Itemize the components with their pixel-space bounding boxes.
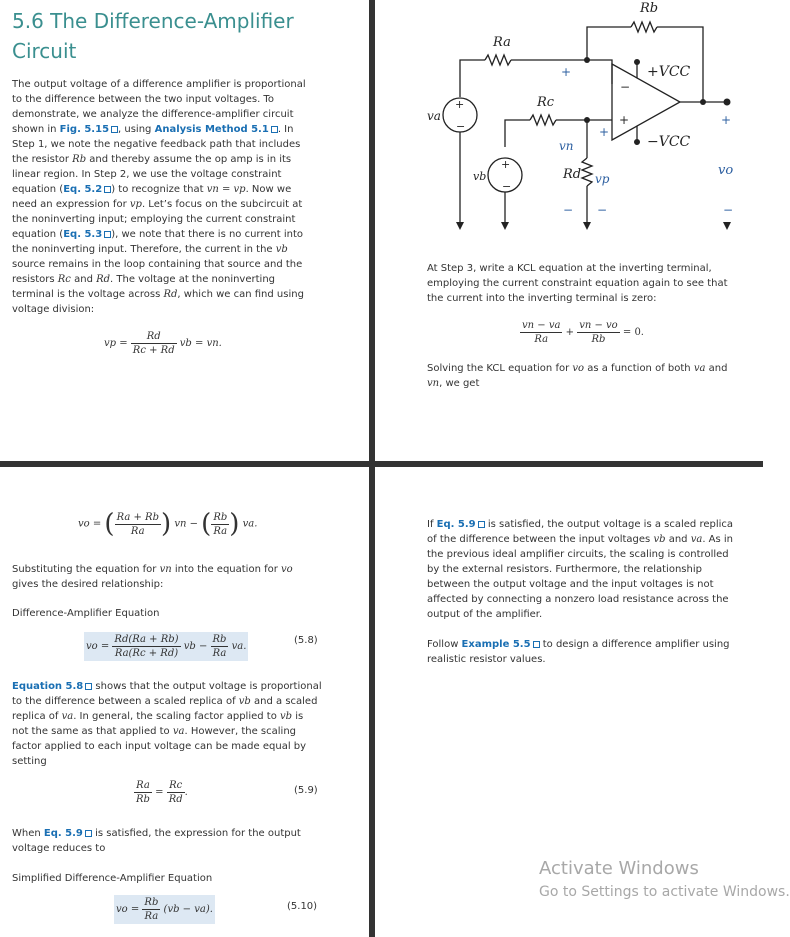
equation-5-8 [84,632,248,661]
eq-5-9-link[interactable]: Eq. 5.9 [437,519,485,530]
eq-5-3-link[interactable]: Eq. 5.3 [63,229,111,240]
math-vo: vo [572,363,585,374]
activate-windows-title: Activate Windows [539,858,699,879]
equation-number-5-10: (5.10) [287,901,318,912]
simplified-equation-label: Simplified Difference-Amplifier Equation [12,873,213,884]
label-plus-vcc: +VCC [647,64,691,80]
intro-text-6: . Now we need an expression for [12,184,292,210]
equation-number-5-8: (5.8) [294,635,318,646]
section-title-line1: 5.6 The Difference-Amplifier [12,9,294,33]
eq-vo-fraction-2: $\frac{Rb}{Ra}$ [213,511,228,537]
label-vb: vb [473,170,487,183]
pane-top-left[interactable] [0,0,369,461]
external-link-icon [85,830,92,837]
eq59-fraction-2: $\frac{Rc}{Rd}$ [168,780,183,805]
kcl-fraction-1: $\frac{vn - va}{Ra}$ [522,320,561,345]
eq510-lhs: vo = [116,904,140,915]
math-vb: vb [275,244,288,255]
opamp-minus: − [620,80,631,94]
eq58-fraction-2: $\frac{Rb}{Ra}$ [212,634,227,659]
intro-paragraph [12,77,312,317]
after-eq58-paragraph: Equation 5.8 shows that the output voltage is proportional to the difference between a scaled replica of vb and a scaled replica of va. In general, the scaling factor applied to vb is not the same as that applied to va. However, the scaling factor applied to each input voltage can be made equal by setting [12,681,322,767]
math-vo: vo [281,564,293,575]
external-link-icon [111,126,118,133]
vo-plus: + [721,113,732,127]
section-title-line2: Circuit [12,39,77,63]
eq510-rhs: (vb − va). [163,904,213,915]
intro-text-12: , which we can find using voltage division: [12,289,304,315]
eq-vo-lhs: vo = [78,518,102,530]
external-link-icon [533,641,540,648]
eq-vo-v2: va. [242,518,258,530]
eq-vo-v1: vn − [174,518,198,530]
equation-vp [104,330,222,357]
vp-plus: + [599,125,610,139]
kcl-rhs: = 0. [622,327,644,338]
intro-text-8: ), we note that there is no current into the noninverting input. Therefore, the current in the [12,229,303,255]
math-vb: vb [653,534,666,545]
label-vn: vn [559,139,574,153]
eq-vp-rhs: vb = vn. [179,338,222,349]
label-vp: vp [595,172,610,186]
vb-minus: − [502,180,512,193]
opamp-plus: + [619,113,630,127]
fig-5-15-link[interactable]: Fig. 5.15 [60,124,118,135]
eq58-v1: vb − [183,641,208,652]
label-va: va [427,109,441,123]
difference-amplifier-label: Difference-Amplifier Equation [12,608,160,619]
eq-5-9-link[interactable]: Eq. 5.9 [44,828,92,839]
activate-windows-subtitle: Go to Settings to activate Windows. [539,884,790,900]
label-rb: Rb [640,1,659,16]
eq59-equals: = [155,787,164,798]
eq59-fraction-1: $\frac{Ra}{Rb}$ [136,780,150,805]
math-rb: Rb [72,154,87,165]
math-vn: vn [159,564,172,575]
equation-5-10 [114,895,215,924]
label-minus-vcc: −VCC [647,134,691,150]
vo-minus: − [723,203,734,217]
equation-5-9: $\frac{Ra}{Rb}$ = $\frac{Rc}{Rd}$ . [136,780,188,805]
substitution-paragraph: Substituting the equation for vn into the equation for vo gives the desired relationship: [12,564,293,590]
math-va: va [61,711,74,722]
scaled-replica-paragraph: If Eq. 5.9 is satisfied, the output voltage is a scaled replica of the difference between the input voltages vb and va. As in the previous ideal amplifier circuits, the scaling is controlled by the external resistors. Furthermore, the relationship between the output voltage and the input voltages is not affected by connecting a nonzero load resistance across the output of the amplifier. [427,519,734,620]
eq-vo-fraction-1: $\frac{Ra + Rb}{Ra}$ [116,511,159,537]
eq58-v2: va. [231,641,247,652]
when-eq59-paragraph: When Eq. 5.9 is satisfied, the expression for the output voltage reduces to [12,828,301,854]
equation-number-5-9: (5.9) [294,785,318,796]
math-rd: Rd [96,274,111,285]
math-va: va [690,534,703,545]
math-vn: vn [427,378,440,389]
intro-text-11: . The voltage at the noninverting terminal is the voltage across [12,274,276,300]
math-rd-2: Rd [163,289,178,300]
label-ra: Ra [493,35,511,50]
eq510-fraction: $\frac{Rb}{Ra}$ [144,897,159,922]
kcl-plus: + [565,327,575,338]
math-vb: vb [238,696,251,707]
follow-example-paragraph: Follow Example 5.5 to design a difference amplifier using realistic resistor values. [427,639,730,665]
math-rc: Rc [57,274,71,285]
label-rd: Rd [563,167,582,182]
label-rc: Rc [537,95,555,110]
intro-text-1: The output voltage of a difference amplifier is proportional to the difference between the two input voltages. To demonstrate, we analyze the difference-amplifier circuit shown in [12,79,306,135]
vp-minus: − [597,203,608,217]
vn-minus: − [563,203,574,217]
math-vb-2: vb [280,711,293,722]
vn-plus: + [561,65,572,79]
section-title [12,6,362,66]
pane-bottom-left[interactable] [0,467,369,937]
eq58-lhs: vo = [86,641,110,652]
equation-kcl [520,319,644,346]
eq-5-2-link[interactable]: Eq. 5.2 [63,184,111,195]
intro-text-2: , using [118,124,155,135]
equation-vo: vo = ( $\frac{Ra + Rb}{Ra}$ ) vn − ( $\frac{Rb}{Ra}$ ) va. [78,509,258,539]
intro-text-9: source remains in the loop containing that source and the resistors [12,259,303,285]
vb-plus: + [501,158,511,171]
equation-5-8-link[interactable]: Equation 5.8 [12,681,92,692]
intro-text-10: and [70,274,97,285]
math-va-2: va [172,726,185,737]
va-plus: + [455,98,465,111]
eq-vp-lhs: vp = [104,338,128,349]
math-vp: vp [129,199,142,210]
intro-text-3: . In Step 1, we note the negative feedback path that includes the resistor [12,124,301,165]
analysis-method-link[interactable]: Analysis Method 5.1 [155,124,278,135]
external-link-icon [271,126,278,133]
math-va: va [693,363,706,374]
label-vo: vo [718,163,734,178]
intro-text-4: and thereby assume the op amp is in its linear region. In Step 2, we use the voltage constraint equation ( [12,154,292,195]
example-5-5-link[interactable]: Example 5.5 [462,639,540,650]
math-vn-vp: vn = vp [206,184,246,195]
eq-vp-fraction: $\frac{Rd}{Rc + Rd}$ [132,331,175,356]
intro-text-5: ) to recognize that [111,184,207,195]
step3-paragraph: At Step 3, write a KCL equation at the inverting terminal, employing the current constraint equation again to see that the current into the inverting terminal is zero: [427,263,728,304]
intro-text-7: . Let’s focus on the subcircuit at the noninverting input; employing the current constraint equation ( [12,199,303,240]
solving-paragraph: Solving the KCL equation for vo as a function of both va and vn, we get [427,363,728,389]
pane-top-right[interactable] [375,0,763,461]
va-minus: − [456,120,466,133]
kcl-fraction-2: $\frac{vn - vo}{Rb}$ [579,320,618,345]
difference-amplifier-circuit [375,0,763,245]
external-link-icon [478,521,485,528]
eq58-fraction-1: $\frac{Rd(Ra + Rb)}{Ra(Rc + Rd)}$ [114,634,179,659]
